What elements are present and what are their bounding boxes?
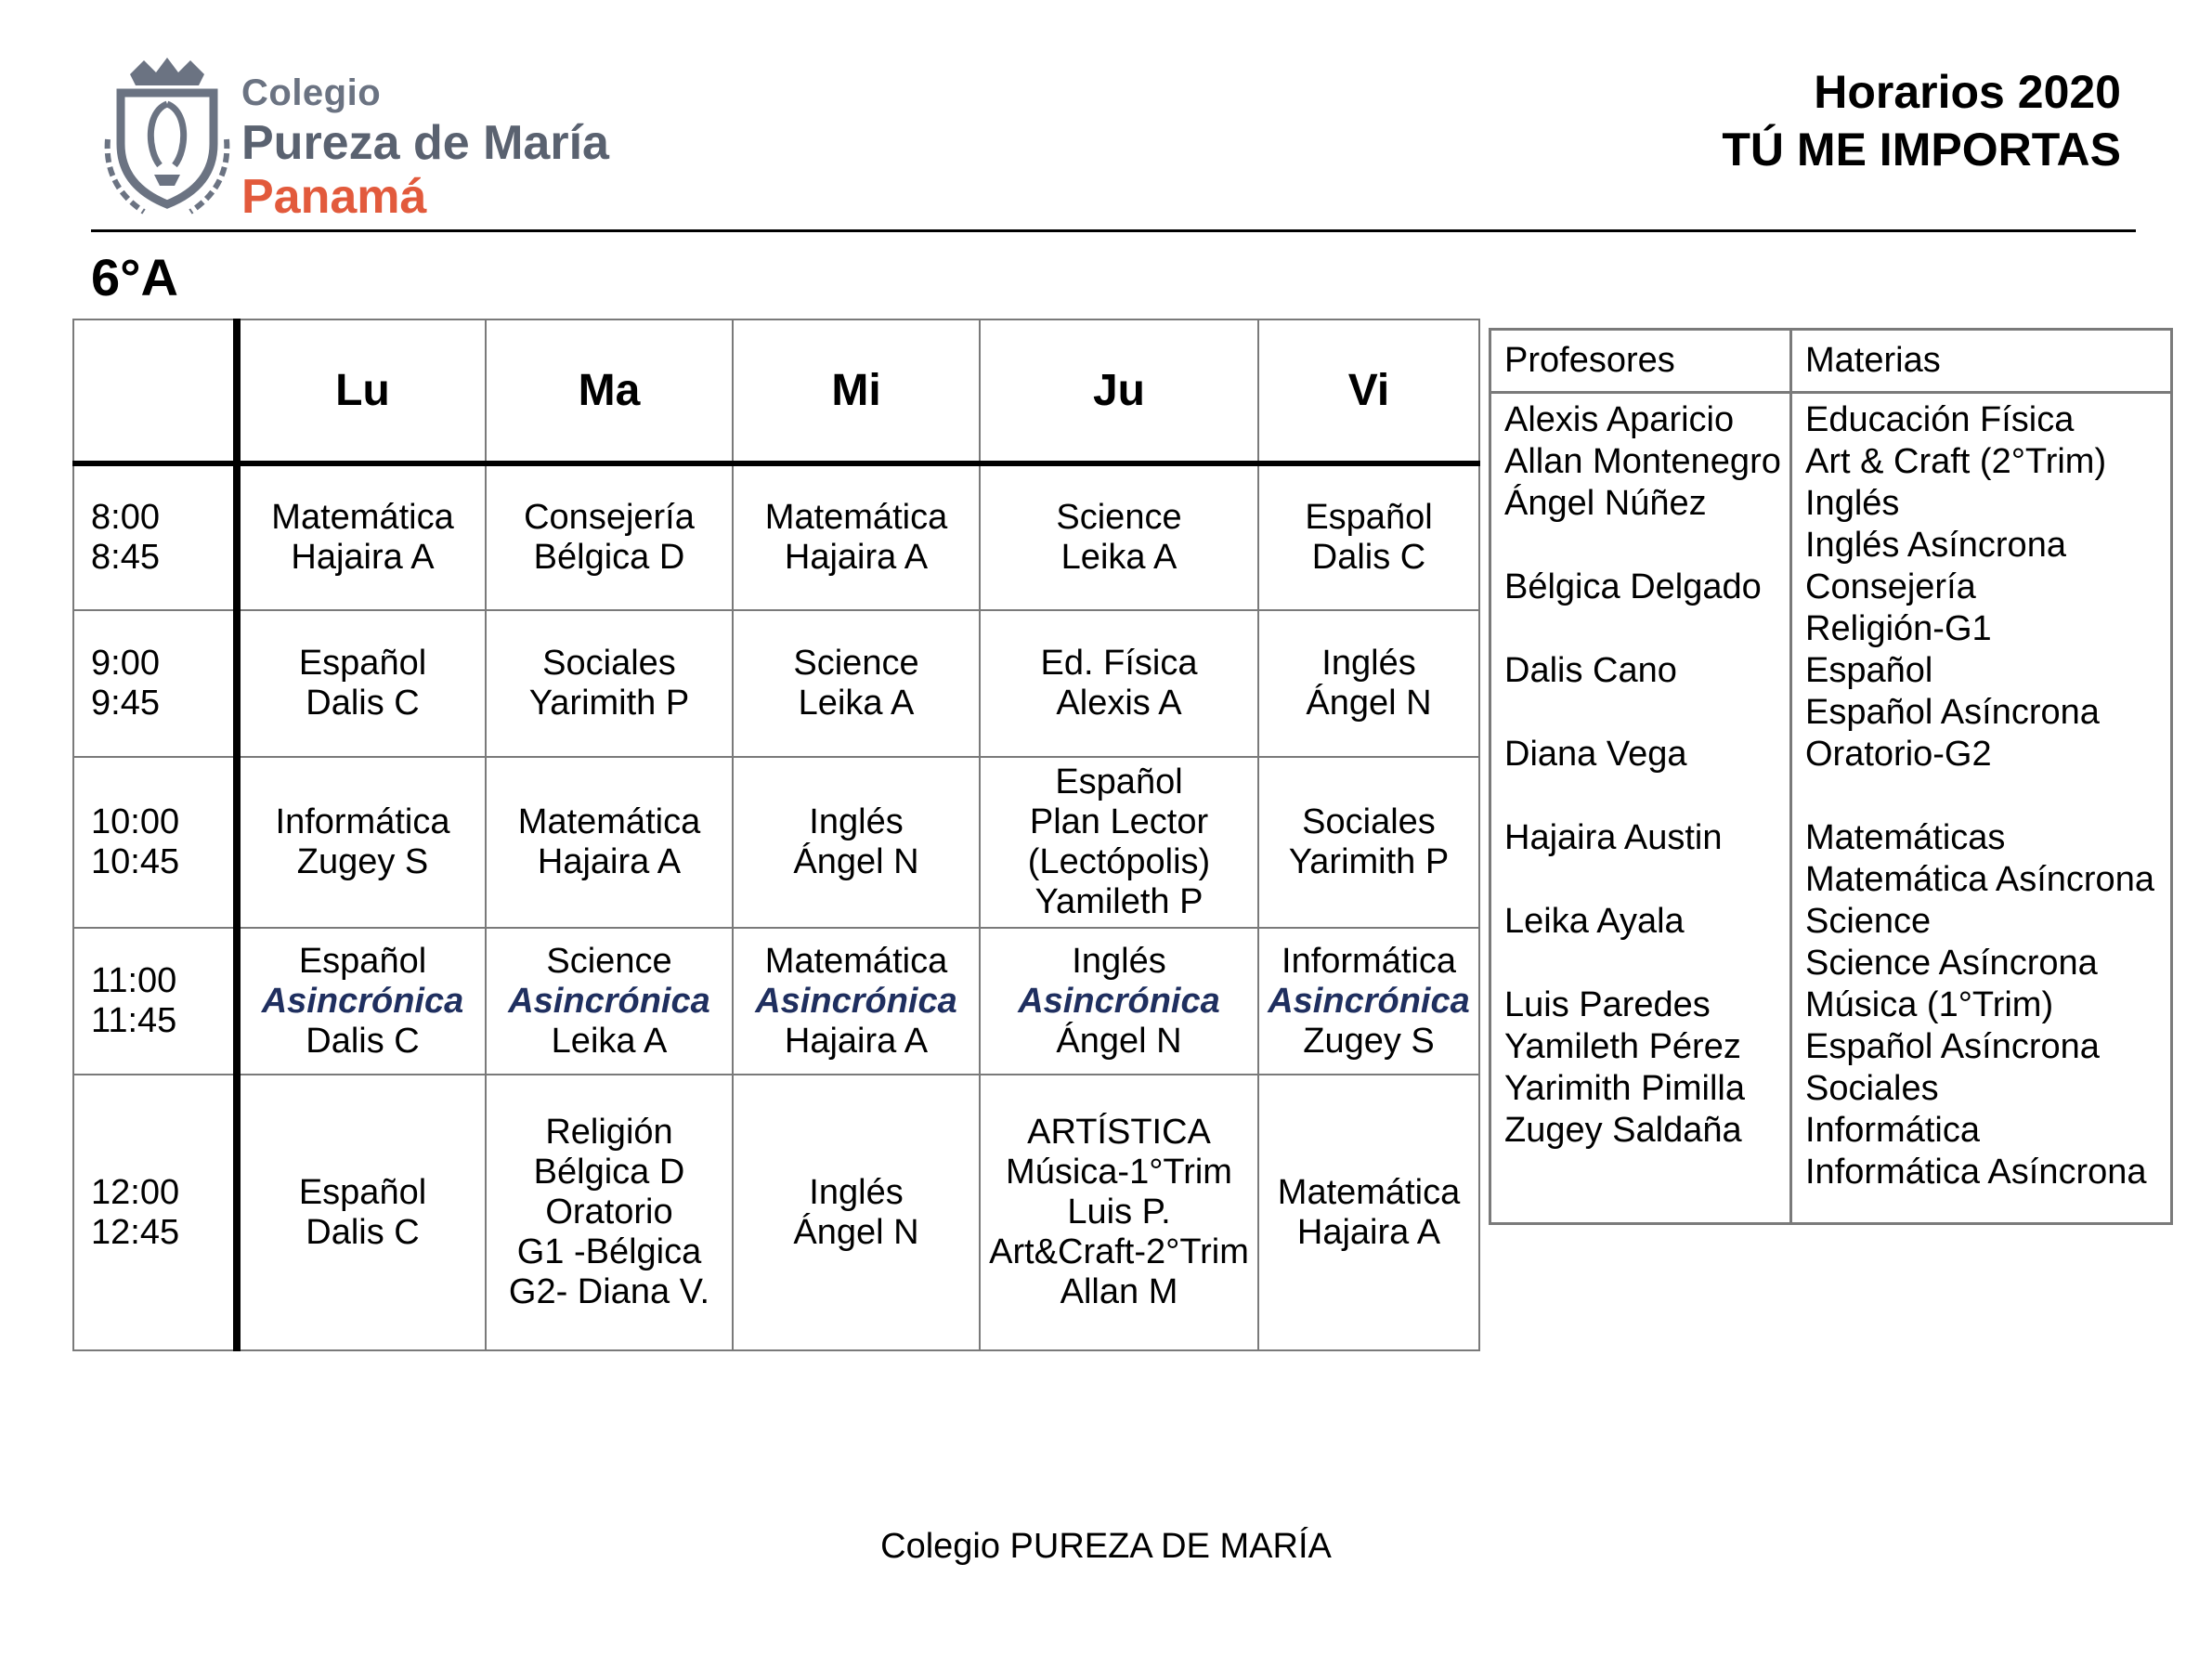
subject: Inglés [809, 802, 904, 841]
list-item [1504, 859, 1780, 901]
logo-line-1: Colegio [241, 72, 382, 113]
class-cell [1258, 463, 1479, 610]
day-header: Ma [486, 319, 733, 463]
group-teacher: G2- Diana V. [508, 1272, 710, 1311]
teacher: Hajaira A [1296, 1212, 1441, 1252]
teacher: Ángel N [793, 842, 919, 881]
logo-line-3: Panamá [241, 170, 427, 224]
list-item: Consejería [1805, 567, 1976, 606]
teachers-subjects-table [1489, 328, 2173, 1225]
list-item [1504, 943, 1780, 984]
title-line-2: TÚ ME IMPORTAS [1722, 124, 2121, 176]
teacher: Ángel N [1306, 684, 1432, 723]
async-label: Asincrónica [508, 981, 710, 1021]
subject: Español [298, 1172, 427, 1212]
class-cell [980, 928, 1258, 1075]
class-cell [733, 610, 980, 757]
class-cell [237, 610, 486, 757]
document-title [1722, 63, 2121, 178]
subject: Religión [545, 1113, 673, 1152]
logo-line-2: Pureza de María [241, 116, 609, 170]
subject: Matemática [517, 802, 701, 841]
class-cell [486, 757, 733, 928]
class-cell [237, 1075, 486, 1350]
subject: Español [298, 941, 427, 981]
teacher: Leika A [798, 684, 915, 723]
subject: Science [546, 941, 672, 981]
class-cell [486, 928, 733, 1075]
teacher: Leika A [551, 1021, 668, 1061]
subject: Sociales [542, 644, 676, 683]
list-item: Matemáticas [1805, 818, 2006, 857]
class-cell [237, 463, 486, 610]
time-start: 12:00 [91, 1172, 180, 1212]
teacher: Alexis A [1056, 684, 1182, 723]
time-slot [73, 463, 237, 610]
teacher: Luis P. [1067, 1192, 1171, 1231]
time-end: 8:45 [91, 538, 160, 577]
async-label: Asincrónica [1018, 981, 1220, 1021]
teachers-header: Profesores [1490, 330, 1791, 393]
class-cell [733, 463, 980, 610]
subject-detail: Art&Craft-2°Trim [989, 1232, 1249, 1271]
header-divider [91, 229, 2136, 232]
time-start: 8:00 [91, 498, 160, 537]
class-cell [1258, 1075, 1479, 1350]
list-item [1504, 525, 1780, 567]
corner-cell [73, 319, 237, 463]
teacher: Yamileth P [1034, 882, 1204, 921]
list-item: Educación Física [1805, 400, 2075, 439]
teacher: Ángel N [793, 1212, 919, 1252]
time-slot [73, 757, 237, 928]
async-label: Asincrónica [261, 981, 464, 1021]
time-start: 10:00 [91, 802, 180, 841]
list-item: Luis Paredes [1504, 985, 1711, 1024]
subject-detail: (Lectópolis) [1027, 842, 1211, 881]
teacher: Bélgica D [533, 538, 685, 577]
title-line-1: Horarios 2020 [1814, 66, 2121, 118]
subjects-list [1791, 393, 2172, 1224]
school-logo [102, 56, 659, 223]
teacher: Dalis C [306, 1212, 420, 1252]
time-end: 11:45 [91, 1001, 177, 1040]
subject: Matemática [271, 498, 454, 537]
list-item: Yarimith Pimilla [1504, 1069, 1746, 1108]
day-header: Vi [1258, 319, 1479, 463]
subject: Inglés [1072, 941, 1166, 981]
list-item: Música (1°Trim) [1805, 985, 2054, 1024]
list-item [1504, 692, 1780, 734]
schedule-table [72, 319, 1480, 1351]
time-end: 10:45 [91, 842, 180, 881]
list-item: Informática Asíncrona [1805, 1153, 2147, 1192]
subject: Informática [275, 802, 450, 841]
class-cell [1258, 610, 1479, 757]
subject: Inglés [1321, 644, 1416, 683]
list-item: Sociales [1805, 1069, 1939, 1108]
list-item: Yamileth Pérez [1504, 1027, 1741, 1066]
subject: Science [1056, 498, 1182, 537]
subject: Oratorio [545, 1192, 673, 1231]
subject: Español [1305, 498, 1433, 537]
list-item: Zugey Saldaña [1504, 1111, 1742, 1150]
list-item: Hajaira Austin [1504, 818, 1723, 857]
list-item: Diana Vega [1504, 735, 1687, 774]
subject: Matemática [764, 498, 948, 537]
async-label: Asincrónica [755, 981, 957, 1021]
teacher: Bélgica D [533, 1153, 685, 1192]
time-slot [73, 1075, 237, 1350]
day-header: Mi [733, 319, 980, 463]
list-item: Leika Ayala [1504, 902, 1685, 941]
time-start: 9:00 [91, 644, 160, 683]
list-item [1805, 775, 2161, 817]
list-item: Inglés [1805, 484, 1900, 523]
teachers-list [1490, 393, 1791, 1224]
list-item: Allan Montenegro [1504, 442, 1781, 481]
subject: Sociales [1302, 802, 1436, 841]
list-item: Science Asíncrona [1805, 944, 2098, 983]
subject: Science [793, 644, 919, 683]
class-cell [237, 928, 486, 1075]
list-item: Español Asíncrona [1805, 1027, 2100, 1066]
list-item: Español Asíncrona [1805, 693, 2100, 732]
subjects-header: Materias [1791, 330, 2172, 393]
subject: Inglés [809, 1172, 904, 1212]
list-item: Art & Craft (2°Trim) [1805, 442, 2107, 481]
crest-icon [102, 56, 232, 218]
teacher: Zugey S [296, 842, 429, 881]
group-teacher: G1 -Bélgica [516, 1232, 702, 1271]
class-cell [980, 1075, 1258, 1350]
teacher: Yarimith P [528, 684, 690, 723]
subject: Consejería [524, 498, 695, 537]
subject: ARTÍSTICA [1027, 1113, 1211, 1152]
class-cell [733, 928, 980, 1075]
class-cell [980, 610, 1258, 757]
teacher: Hajaira A [537, 842, 682, 881]
subject: Ed. Física [1040, 644, 1198, 683]
list-item: Matemática Asíncrona [1805, 860, 2154, 899]
time-slot [73, 928, 237, 1075]
teacher: Dalis C [306, 1021, 420, 1061]
class-cell [486, 463, 733, 610]
grade-label: 6°A [91, 248, 178, 306]
subject: Matemática [764, 941, 948, 981]
teacher: Zugey S [1303, 1021, 1435, 1061]
subject: Matemática [1277, 1172, 1461, 1212]
subject-detail: Plan Lector [1029, 802, 1209, 841]
class-cell [733, 1075, 980, 1350]
list-item: Bélgica Delgado [1504, 567, 1762, 606]
list-item: Ángel Núñez [1504, 484, 1707, 523]
time-slot [73, 610, 237, 757]
day-header: Lu [237, 319, 486, 463]
day-header: Ju [980, 319, 1258, 463]
class-cell [980, 757, 1258, 928]
class-cell [486, 610, 733, 757]
subject: Español [1055, 762, 1183, 801]
list-item [1504, 608, 1780, 650]
teacher: Yarimith P [1288, 842, 1450, 881]
class-cell [486, 1075, 733, 1350]
teacher: Dalis C [1311, 538, 1426, 577]
time-start: 11:00 [91, 961, 177, 1000]
list-item: Informática [1805, 1111, 1980, 1150]
list-item: Science [1805, 902, 1932, 941]
time-end: 9:45 [91, 684, 160, 723]
subject: Español [298, 644, 427, 683]
class-cell [980, 463, 1258, 610]
list-item: Dalis Cano [1504, 651, 1677, 690]
teacher: Dalis C [306, 684, 420, 723]
teacher: Hajaira A [291, 538, 435, 577]
teacher: Ángel N [1056, 1021, 1182, 1061]
subject-detail: Música-1°Trim [1006, 1153, 1232, 1192]
list-item: Inglés Asíncrona [1805, 526, 2066, 565]
list-item: Español [1805, 651, 1933, 690]
class-cell [1258, 757, 1479, 928]
list-item [1504, 775, 1780, 817]
list-item: Religión-G1 [1805, 609, 1992, 648]
list-item: Oratorio-G2 [1805, 735, 1992, 774]
class-cell [237, 757, 486, 928]
teacher: Leika A [1060, 538, 1178, 577]
time-end: 12:45 [91, 1212, 180, 1252]
subject: Informática [1282, 941, 1456, 981]
teacher: Hajaira A [784, 538, 929, 577]
async-label: Asincrónica [1268, 981, 1470, 1021]
class-cell [1258, 928, 1479, 1075]
footer-text: Colegio PUREZA DE MARÍA [880, 1527, 1332, 1566]
teacher: Allan M [1060, 1272, 1178, 1311]
teacher: Hajaira A [784, 1021, 929, 1061]
list-item: Alexis Aparicio [1504, 400, 1735, 439]
class-cell [733, 757, 980, 928]
